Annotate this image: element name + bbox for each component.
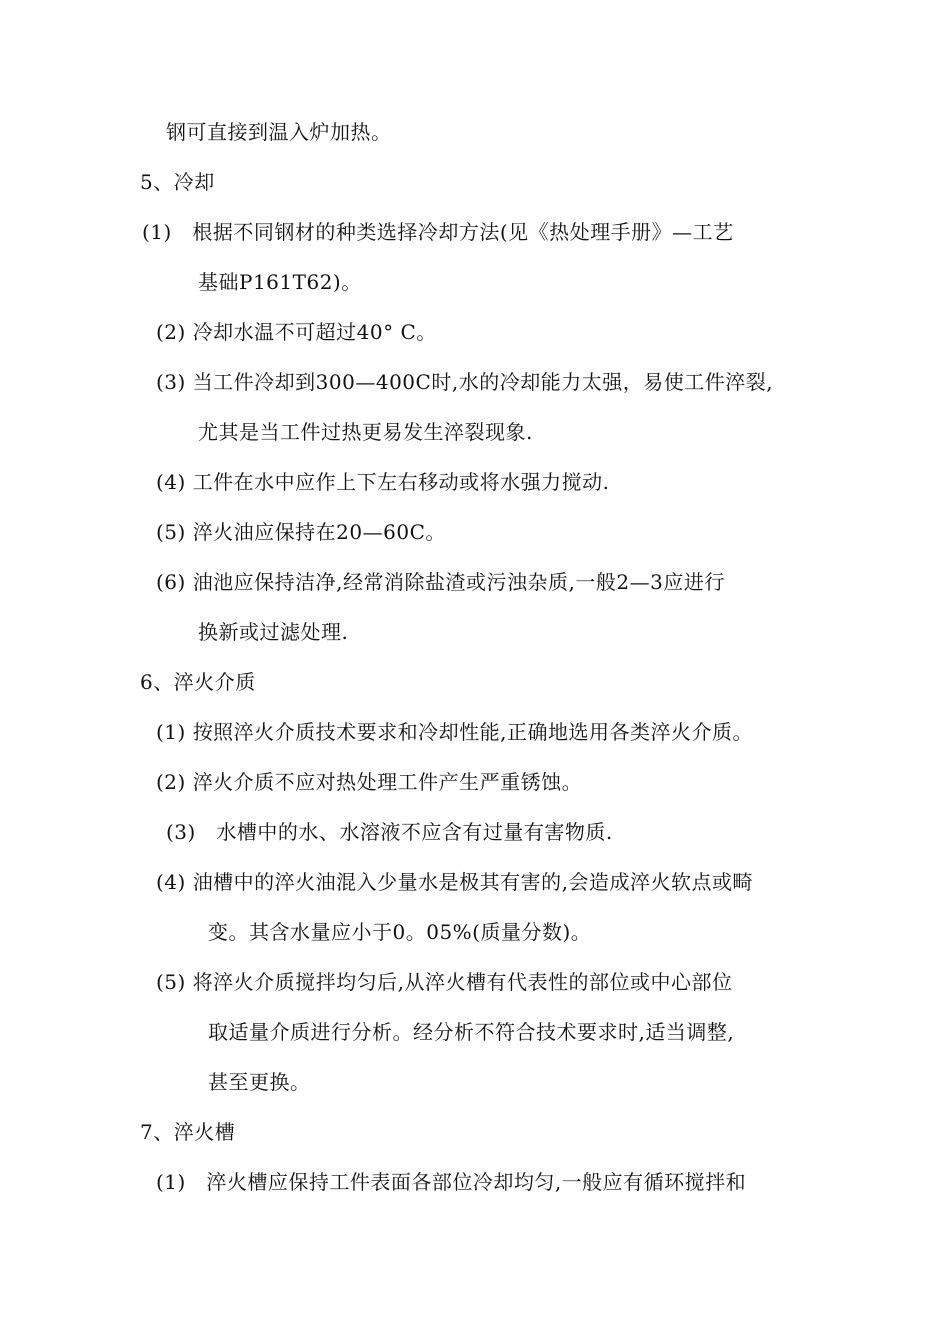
text-line: 尤其是当工件过热更易发生淬裂现象. <box>198 420 533 444</box>
text-line: (5) 淬火油应保持在20—60C。 <box>156 520 446 544</box>
text-line: (1) 淬火槽应保持工件表面各部位冷却均匀,一般应有循环搅拌和 <box>156 1170 747 1194</box>
text-line: 钢可直接到温入炉加热。 <box>166 120 392 144</box>
section-heading: 7、淬火槽 <box>140 1120 236 1144</box>
text-line: (1) 按照淬火介质技术要求和冷却性能,正确地选用各类淬火介质。 <box>156 720 754 744</box>
section-heading: 5、冷却 <box>140 170 215 194</box>
text-line: (6) 油池应保持洁净,经常消除盐渣或污浊杂质,一般2—3应进行 <box>156 570 725 594</box>
text-line: 变。其含水量应小于0。05%(质量分数)。 <box>208 920 592 944</box>
text-line: (1) 根据不同钢材的种类选择冷却方法(见《热处理手册》—工艺 <box>142 220 734 244</box>
text-line: (2) 淬火介质不应对热处理工件产生严重锈蚀。 <box>156 770 583 794</box>
text-line: (3) 当工件冷却到300—400C时,水的冷却能力太强，易使工件淬裂, <box>156 370 774 394</box>
text-line: 取适量介质进行分析。经分析不符合技术要求时,适当调整, <box>208 1020 735 1044</box>
text-line: (3) 水槽中的水、水溶液不应含有过量有害物质. <box>166 820 613 844</box>
text-line: 甚至更换。 <box>208 1070 311 1094</box>
text-line: (5) 将淬火介质搅拌均匀后,从淬火槽有代表性的部位或中心部位 <box>156 970 733 994</box>
text-line: (2) 冷却水温不可超过40° C。 <box>156 320 437 344</box>
section-heading: 6、淬火介质 <box>140 670 256 694</box>
text-line: (4) 油槽中的淬火油混入少量水是极其有害的,会造成淬火软点或畸 <box>156 870 754 894</box>
text-line: 换新或过滤处理. <box>198 620 349 644</box>
text-line: 基础P161T62)。 <box>198 270 362 294</box>
text-line: (4) 工件在水中应作上下左右移动或将水强力搅动. <box>156 470 610 494</box>
